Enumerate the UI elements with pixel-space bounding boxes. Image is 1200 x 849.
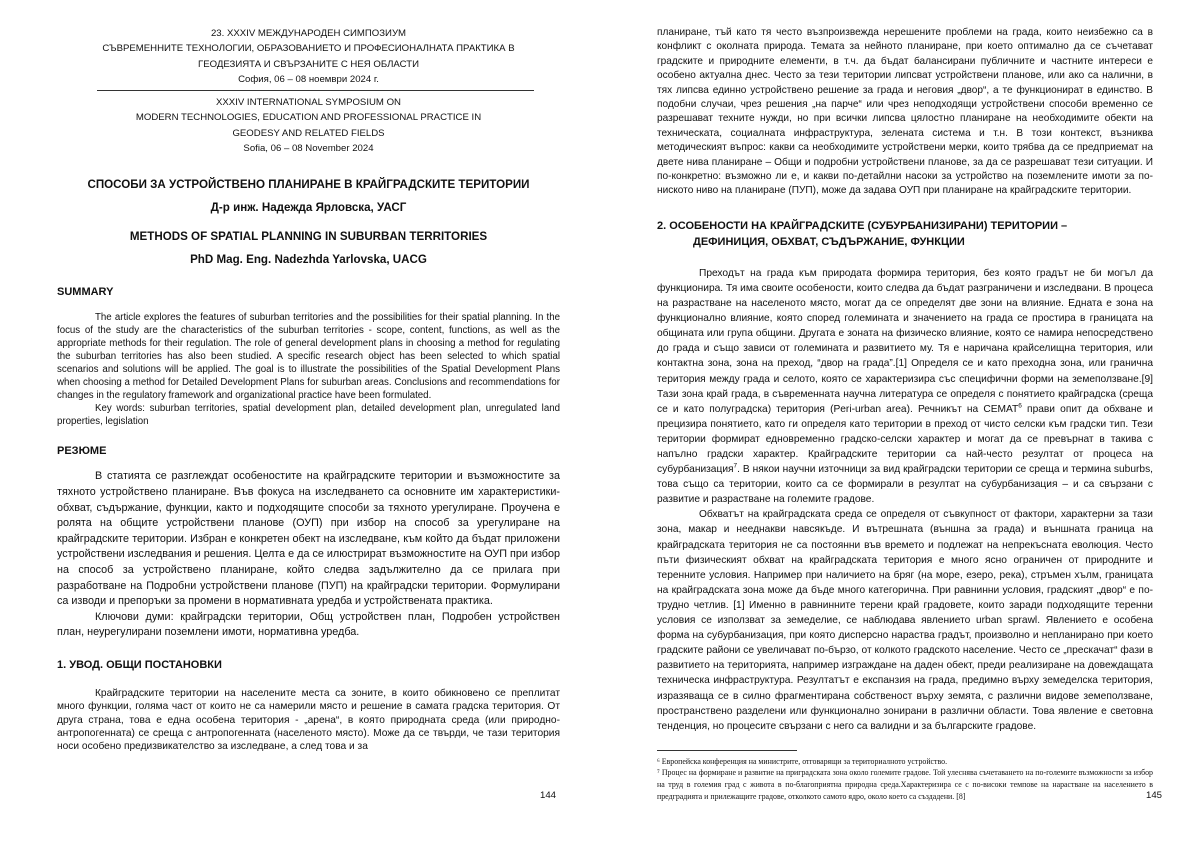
summary-text: The article explores the features of suburban territories and the possibilities for their spatial planning. In the focus of the study are the characteristics of the suburban territories - scope, content, functions, as well as the appropriate methods for their regulation. The role of general development plans in choosing a method for regulating the suburban territories has also been studied. A specific research object has been selected to which spatial scenarios and solutions will be applied. The goal is to illustrate the possibilities of the Spatial Development Plans when choosing a method for Detailed Development Plans for suburban areas. Conclusions and recommendations for changes in the regulatory framework and organizational practice have been formulated. — [57, 312, 560, 402]
header-line: Sofia, 06 – 08 November 2024 — [243, 143, 374, 155]
header-line: ГЕОДЕЗИЯТА И СВЪРЗАНИТЕ С НЕЯ ОБЛАСТИ — [198, 58, 419, 70]
paper-title-bg: СПОСОБИ ЗА УСТРОЙСТВЕНО ПЛАНИРАНЕ В КРАЙГРАДСКИТЕ ТЕРИТОРИИ — [87, 178, 530, 192]
footnote-7: ⁷ Процес на формиране и развитие на приградската зона около големите градове. Той улеснява съчетаването на по-големите възможности за избор на труд в големия град с живота в по-благоприятна природна среда.Характеризира се с по-високи темпове на нарастване на населението в предградията и прилежащите градове, отколкото самото ядро, около което са създадени. [8] — [657, 768, 1153, 801]
header-line: СЪВРЕМЕННИТЕ ТЕХНОЛОГИИ, ОБРАЗОВАНИЕТО И ПРОФЕСИОНАЛНАТА ПРАКТИКА В — [102, 43, 515, 55]
author-en: PhD Mag. Eng. Nadezhda Yarlovska, UACG — [190, 252, 427, 266]
para-text: прави опит да обхване и прецизира понятието, като ги определя като територии в преход от чисто селски към градски тип. Тези територии формират едновременно градско-селски характер и могат да се превърнат в такива с напълно градски характер. Крайградските територии са най-често резултат от процеса на субурбанизация — [657, 403, 1153, 476]
page-number: 145 — [1146, 790, 1163, 801]
author-bg: Д-р инж. Надежда Ярловска, УАСГ — [210, 200, 407, 214]
paper-title-en: METHODS OF SPATIAL PLANNING IN SUBURBAN TERRITORIES — [129, 230, 488, 244]
header-line: София, 06 – 08 ноември 2024 г. — [238, 73, 379, 85]
para-text: . В някои научни източници за вид крайградски територии се среща и термина suburbs, това също са територии, които са се формирали в резултат на субурбанизация – и са свързани с развитие и разрастване на големите градове. — [657, 464, 1153, 506]
keywords-bg: Ключови думи: крайградски територии, Общ устройствен план, Подробен устройствен план, неурегулирани поземлени имоти, нормативна уредба. — [57, 610, 560, 639]
section-2-heading-line1: 2. ОСОБЕНОСТИ НА КРАЙГРАДСКИТЕ (СУБУРБАНИЗИРАНИ) ТЕРИТОРИИ – — [657, 219, 1068, 232]
section-2-heading-line2: ДЕФИНИЦИЯ, ОБХВАТ, СЪДЪРЖАНИЕ, ФУНКЦИИ — [693, 235, 965, 248]
keywords-en: Key words: suburban territories, spatial development plan, detailed development plan, unregulated land properties, legislation — [57, 403, 560, 428]
section-1-text: Крайградските територии на населените места са зоните, в които обикновено се преплитат много функции, голяма част от които не са намерили място и решение в самата градска територия. От друга страна, това е една особена територия - „арена“, в която природната среда (или природно-антропогенната) се среща с антропогенната (населеното място). Може да се твърди, че тази територия носи особено предизвикателство за изследване, а след това и за — [57, 687, 560, 753]
footnote-ref: 7 — [733, 462, 738, 470]
header-line: GEODESY AND RELATED FIELDS — [232, 127, 385, 139]
header-line: XXXIV INTERNATIONAL SYMPOSIUM ON — [216, 97, 401, 109]
section-2-paragraph-1 — [657, 266, 1153, 508]
header-line: 23. XXXIV МЕЖДУНАРОДЕН СИМПОЗИУМ — [210, 28, 407, 39]
footnote-divider — [657, 750, 797, 751]
header-divider — [97, 90, 534, 91]
para-text: Преходът на града към природата формира територия, без която градът не би могъл да функционира. Тя има своите особености, които следва да бъдат разграничени и изследвани. В процеса на разрастване на населеното място, могат да се определят две зони на влияние. Едната е зона на функционално влияние, която според големината и значението на града се простира в границата на общината или група общини. Другата е зоната на физическо влияние, която се намира непосредствено до града и също зависи от големината и развитието му. Тя е наричана крайселищна територия, или контактна зона, зона на преход, “двор на града”.[1] Определя се и като преходна зона, или гранична територия между града и селото, която се характеризира със специфични форми на земеползване.[9] Тази зона край града, в съвременната научна литература се определя с понятието крайградска (среща се и като полуградска) територия (Peri-urban area). Речникът на CEMAT — [657, 267, 1153, 415]
section-2-heading — [657, 218, 1153, 250]
section-2-paragraph-2: Обхватът на крайградската среда се определя от съвкупност от фактори, характерни за тази зона, макар и нееднакви навсякъде. И вътрешната (външна за града) и външната граница на крайградската територия не са постоянни във времето и подлежат на непрекъсната еволюция. Често пъти физическият обхват на крайградската територия е много ясно ограничен от природните и теренните условия. Например при наличието на бряг (на море, езеро, река), стръмен хълм, границата на крайградската зона може да бъде много категорична. При равнинни условия, градският „двор“ е по-трудно четлив. [1] Именно в равнинните терени край градовете, които заради подходящите теренни условия се използват за земеделие, се наблюдава явлението urban sprawl. Явлението е особена форма на субурбанизация, при която дисперсно нараства градът, произволно и непланирано при което градските райони се увеличават по-бързо, от колкото градското население. Често се „прескачат“ фази в развитието на територията, например изграждане на даден обект, преди реализиране на довеждащата техническа инфраструктура. Резултатът е експанзия на града, предимно върху земеделска територия, изразяваща се в силно фрагментирана собственост върху земята, с различни видове земеползване, пространствено разделени или функционално зонирани в различни области. Това явление е световна тенденция, но процесите свързани с него са валидни и за българските градове. — [657, 509, 1153, 732]
symposium-header-bg — [57, 26, 560, 87]
footnote-ref: 6 — [1018, 402, 1022, 410]
symposium-header-en — [57, 95, 560, 156]
footnote-6: ⁶ Европейска конференция на министрите, отговарящи за териториалното устройство. — [657, 756, 948, 766]
section-1-heading: 1. УВОД. ОБЩИ ПОСТАНОВКИ — [57, 658, 222, 671]
page-number: 144 — [540, 790, 557, 801]
continuation-text: планиране, тъй като тя често възпроизвежда нерешените проблеми на града, които неизбежно са в конфликт с околната природа. Темата за нейното планиране, при което оптимално да се съчетават градските и природните елементи, в т.ч. да бъдат балансирани публичните и частните интереси е особено актуална днес. Често за тези територии липсват устройствени планове, или ако са налични, в тях липсва единно устройствено решение за града и неговия „двор“, а те функционират в единство. В подобни случаи, чрез решения „на парче“ или чрез неподходящи устройствени способи временно се разрешават техните нужди, но при всички липсва цялостно планиране на необходимите обекти на техническата, социалната инфраструктура, зелената система и т.н. В този контекст, възниква методическият въпрос: какви са необходимите устройствени мерки, които трябва да се предприемат на двете нива планиране – Общи и подробни устройствени планове, за да се разрешават тези ситуации. И по-конкретно: възможно ли е, и какви по-детайлни насоки за устройство на поземлените имоти за по-ниското ниво на планиране (ПУП), може да задава ОУП при планиране на крайградските територии. — [657, 27, 1153, 197]
resume-heading: РЕЗЮМЕ — [57, 445, 107, 458]
header-line: MODERN TECHNOLOGIES, EDUCATION AND PROFESSIONAL PRACTICE IN — [135, 112, 482, 124]
right-page — [600, 0, 1200, 849]
summary-heading: SUMMARY — [57, 286, 114, 299]
resume-text: В статията се разглеждат особеностите на крайградските територии и възможностите за тяхното устройствено планиране. Във фокуса на изследването са основните им характеристики- обхват, съдържание, функции, както и подходящите способи за тяхното урегулиране. Проучена е ролята на общите устройствени планове (ОУП) при избор на способ за урегулиране на крайградските територии. Избран е конкретен обект на изследване, към който да бъдат приложени устройствени изследвания и решения. Целта е да се илюстрират възможностите на ОУП при избор на способ за устройствено планиране, който следва задължително да се прилага при разработване на Подробни устройствени планове (ПУП) на крайградски територии. Формулирани са изводи и препоръки за промени в нормативната уредба и устройствената практика. — [57, 470, 560, 608]
